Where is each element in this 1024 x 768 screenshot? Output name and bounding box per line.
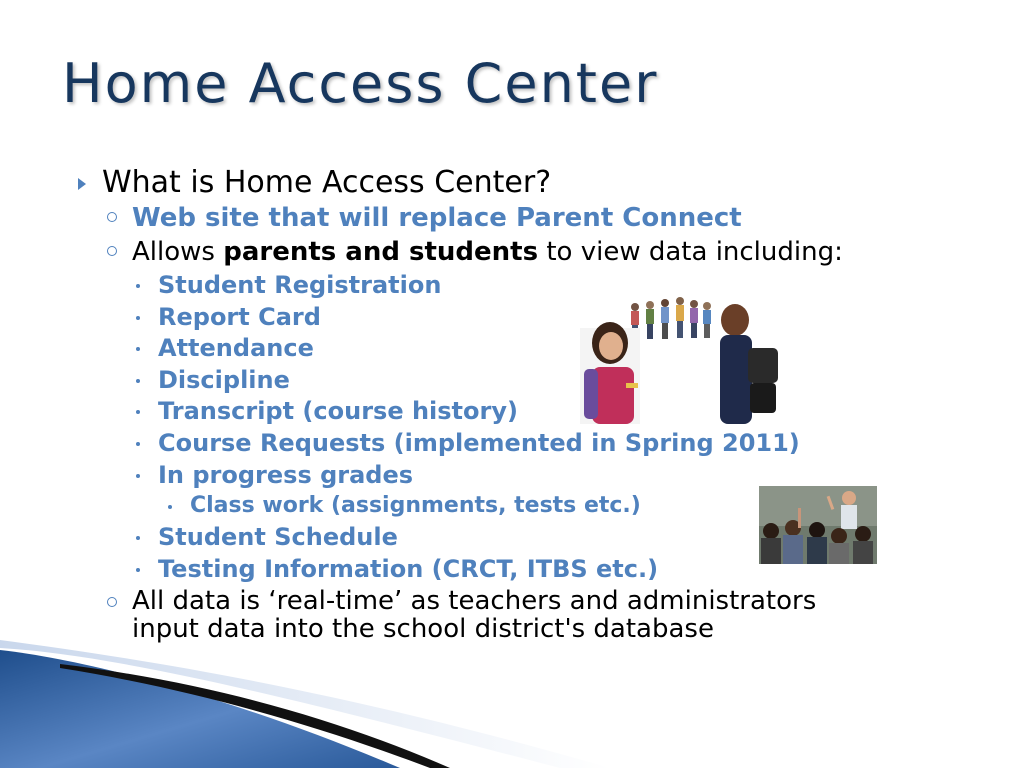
list-item: Course Requests (implemented in Spring 2011) — [158, 429, 800, 457]
list-item: Student Registration — [158, 271, 442, 299]
list-item-nested: Class work (assignments, tests etc.) — [190, 493, 641, 518]
list-item: Transcript (course history) — [158, 397, 518, 425]
slide-title: Home Access Center — [62, 52, 659, 115]
allows-bold: parents and students — [223, 237, 539, 267]
bullet-real-time-line1: All data is ‘real-time’ as teachers and administrators — [132, 586, 817, 616]
list-item: Report Card — [158, 303, 321, 331]
list-item: Testing Information (CRCT, ITBS etc.) — [158, 555, 659, 583]
bullet-question: What is Home Access Center? — [102, 165, 552, 200]
list-item: Student Schedule — [158, 523, 398, 551]
list-item: Attendance — [158, 334, 314, 362]
bullet-real-time-line2: input data into the school district's database — [132, 614, 714, 644]
list-item: Discipline — [158, 366, 290, 394]
list-item: In progress grades — [158, 461, 414, 489]
bullet-web-site: Web site that will replace Parent Connect — [132, 203, 742, 233]
allows-prefix: Allows — [132, 237, 224, 267]
allows-suffix: to view data including: — [538, 237, 843, 267]
